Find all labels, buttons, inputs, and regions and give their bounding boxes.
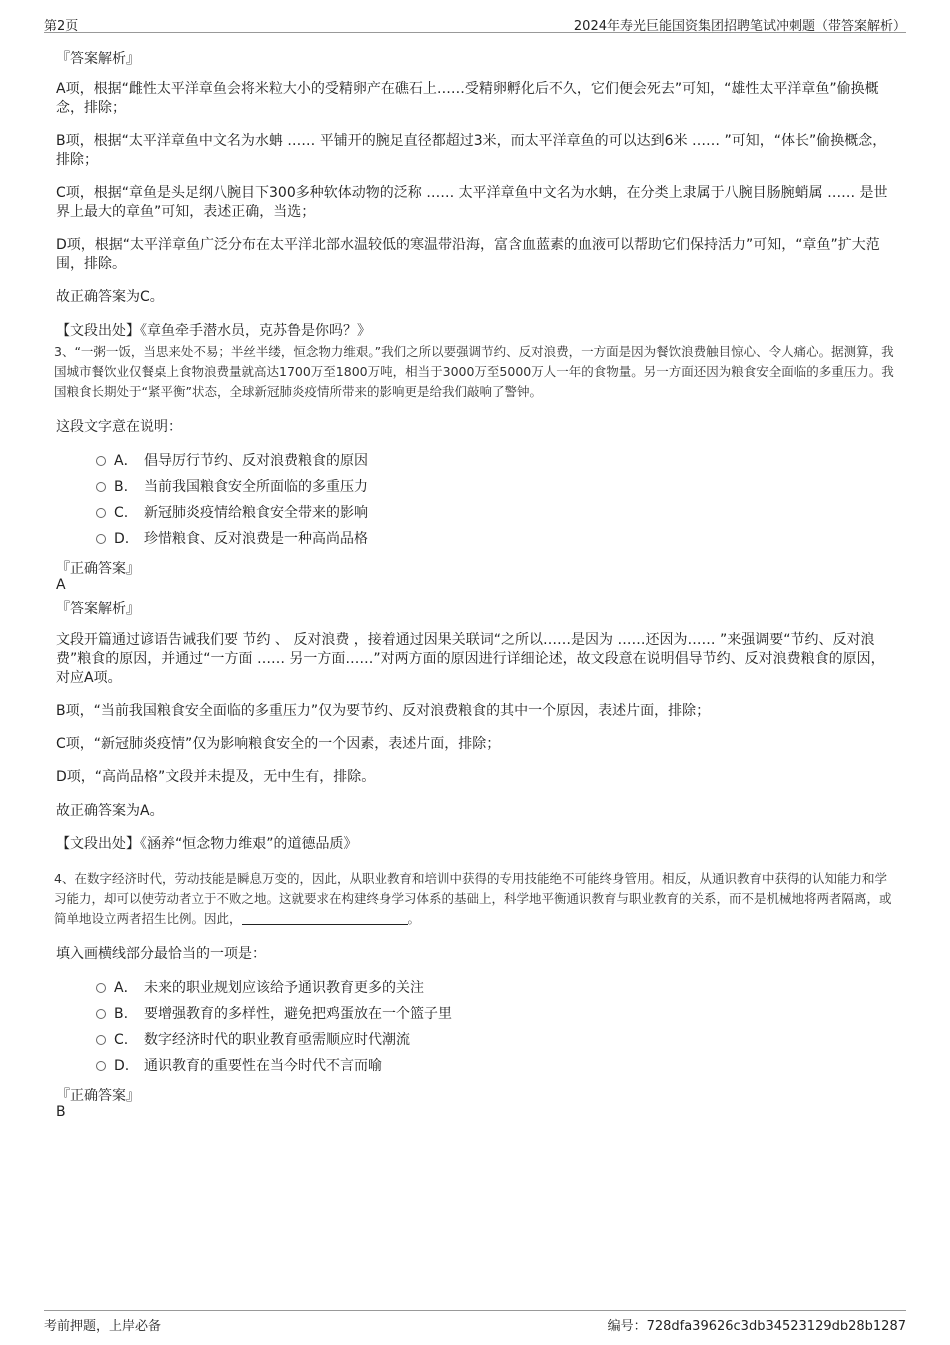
analysis-paragraph-a: A项，根据“雌性太平洋章鱼会将米粒大小的受精卵产在礁石上……受精卵孵化后不久，它们便会死去”可知，“雄性太平洋章鱼”偷换概念，排除； bbox=[56, 81, 879, 116]
analysis-paragraph-b: B项，根据“太平洋章鱼中文名为水蚺 …… 平铺开的腕足直径都超过3米，而太平洋章鱼的可以达到6米 …… ”可知，“体长”偷换概念，排除； bbox=[56, 133, 887, 168]
q4-option-a[interactable]: A． 未来的职业规划应该给予通识教育更多的关注 bbox=[96, 978, 424, 998]
analysis-paragraph-c: C项，“新冠肺炎疫情”仅为影响粮食安全的一个因素，表述片面，排除； bbox=[56, 736, 501, 752]
analysis-paragraph-c: C项，根据“章鱼是头足纲八腕目下300多种软体动物的泛称 …… 太平洋章鱼中文名为水蚺，在分类上隶属于八腕目肠腕蛸属 …… 是世界上最大的章鱼”可知，表述正确，当选； bbox=[56, 185, 888, 220]
correct-answer-label: 『正确答案』 bbox=[56, 561, 140, 577]
q3-option-d[interactable]: D. 珍惜粮食、反对浪费是一种高尚品格 bbox=[96, 529, 368, 549]
question-4-stem: 4、在数字经济时代，劳动技能是瞬息万变的，因此，从职业教育和培训中获得的专用技能绝不可能终身管用。相反，从通识教育中获得的认知能力和学习能力，却可以使劳动者立于不败之地。这就要求在构建终身学习体系的基础上，科学地平衡通识教育与职业教育的关系，而不是机械地将两者隔离，或简单地设立两者招生比例。因此， 。 bbox=[54, 871, 892, 926]
radio-icon[interactable] bbox=[96, 1061, 106, 1071]
radio-icon[interactable] bbox=[96, 983, 106, 993]
correct-answer-label: 『正确答案』 bbox=[56, 1088, 140, 1104]
q4-option-c[interactable]: C. 数字经济时代的职业教育亟需顺应时代潮流 bbox=[96, 1030, 410, 1050]
question-4-prompt: 填入画横线部分最恰当的一项是： bbox=[56, 946, 266, 962]
q3-option-a[interactable]: A． 倡导厉行节约、反对浪费粮食的原因 bbox=[96, 451, 368, 471]
fill-blank-line bbox=[242, 912, 408, 925]
q4-option-d[interactable]: D. 通识教育的重要性在当今时代不言而喻 bbox=[96, 1056, 382, 1076]
analysis-paragraph-d: D项，根据“太平洋章鱼广泛分布在太平洋北部水温较低的寒温带沿海，富含血蓝素的血液可以帮助它们保持活力”可知，“章鱼”扩大范围，排除。 bbox=[56, 237, 880, 272]
page-number: 第2页 bbox=[44, 19, 79, 34]
analysis-label: 『答案解析』 bbox=[56, 51, 140, 67]
page-footer bbox=[44, 1310, 906, 1333]
analysis-conclusion: 故正确答案为C。 bbox=[56, 289, 164, 305]
q3-option-c[interactable]: C. 新冠肺炎疫情给粮食安全带来的影响 bbox=[96, 503, 368, 523]
q4-option-b[interactable]: B. 要增强教育的多样性，避免把鸡蛋放在一个篮子里 bbox=[96, 1004, 452, 1024]
radio-icon[interactable] bbox=[96, 508, 106, 518]
page-header bbox=[44, 12, 906, 33]
question-3-prompt: 这段文字意在说明： bbox=[56, 419, 182, 435]
document-title: 2024年寿光巨能国资集团招聘笔试冲刺题（带答案解析） bbox=[573, 19, 906, 34]
radio-icon[interactable] bbox=[96, 1035, 106, 1045]
radio-icon[interactable] bbox=[96, 456, 106, 466]
analysis-main: 文段开篇通过谚语告诫我们要 节约 、 反对浪费 ，接着通过因果关联词“之所以……是因为 ……还因为…… ”来强调要“节约、反对浪费”粮食的原因，并通过“一方面 …… 另一方面……”对两方面的原因进行详细论述，故文段意在说明倡导节约、反对浪费粮食的原因，对应A项。 bbox=[56, 632, 885, 686]
q3-option-b[interactable]: B. 当前我国粮食安全所面临的多重压力 bbox=[96, 477, 368, 497]
text-source: 【文段出处】《涵养“恒念物力维艰”的道德品质》 bbox=[56, 836, 358, 852]
radio-icon[interactable] bbox=[96, 1009, 106, 1019]
text-source: 【文段出处】《章鱼牵手潜水员，克苏鲁是你吗？》 bbox=[56, 323, 371, 339]
radio-icon[interactable] bbox=[96, 482, 106, 492]
document-id: 编号：728dfa39626c3db34523129db28b1287 bbox=[607, 1319, 906, 1334]
analysis-conclusion: 故正确答案为A。 bbox=[56, 803, 164, 819]
footer-slogan: 考前押题，上岸必备 bbox=[44, 1319, 162, 1334]
analysis-paragraph-d: D项，“高尚品格”文段并未提及，无中生有，排除。 bbox=[56, 769, 376, 785]
analysis-label: 『答案解析』 bbox=[56, 601, 140, 617]
correct-answer: A bbox=[56, 577, 66, 593]
question-3-stem: 3、“一粥一饭，当思来处不易；半丝半缕，恒念物力维艰。”我们之所以要强调节约、反对浪费，一方面是因为餐饮浪费触目惊心、令人痛心。据测算，我国城市餐饮业仅餐桌上食物浪费量就高达1700万至1800万吨，相当于3000万至5000万人一年的食物量。另一方面还因为粮食安全面临的多重压力。我国粮食长期处于“紧平衡”状态，全球新冠肺炎疫情所带来的影响更是给我们敲响了警钟。 bbox=[54, 344, 894, 399]
correct-answer: B bbox=[56, 1104, 66, 1120]
analysis-paragraph-b: B项，“当前我国粮食安全面临的多重压力”仅为要节约、反对浪费粮食的其中一个原因，表述片面，排除； bbox=[56, 703, 711, 719]
radio-icon[interactable] bbox=[96, 534, 106, 544]
